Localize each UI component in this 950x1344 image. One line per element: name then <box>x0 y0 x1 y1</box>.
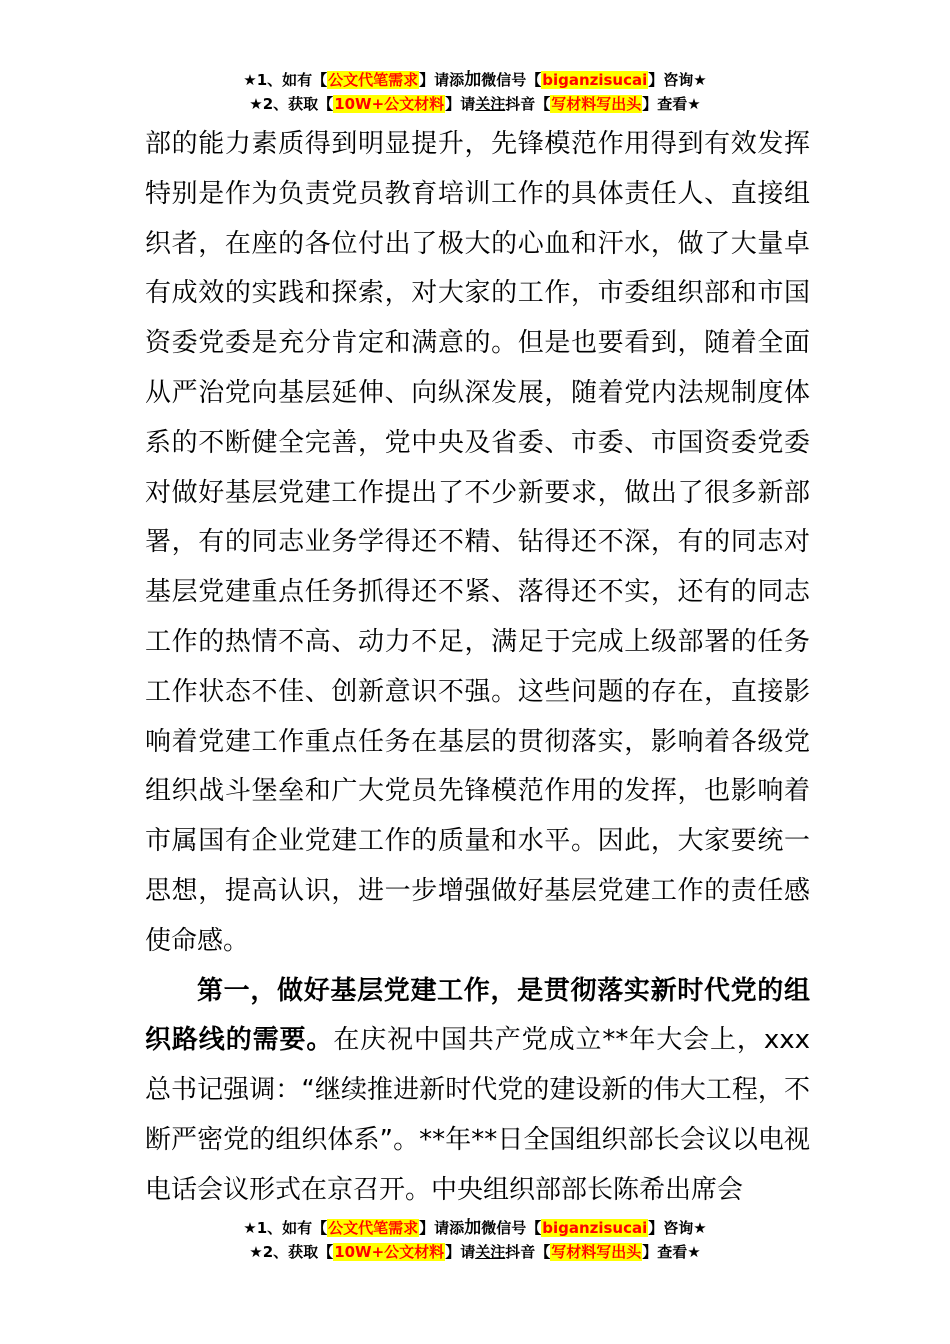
banner-emphasis: 关注 <box>475 1243 506 1261</box>
paragraph-text: 在庆祝中国共产党成立**年大会上，xxx总书记强调：“继续推进新时代党的建设新的伟大工程，不断严密党的组织体系”。**年**日全国组织部长会议以电视电话会议形式在京召开。中央组织部部长陈希出席会 <box>145 1025 810 1205</box>
banner-text: 】查看★ <box>642 95 701 113</box>
banner-text: 微信号【 <box>481 1219 542 1237</box>
paragraph <box>145 967 810 1216</box>
highlight-text: 公文代笔需求 <box>328 1219 419 1237</box>
banner-text: 抖音【 <box>505 95 551 113</box>
banner-line-2 <box>0 92 950 116</box>
banner-text: 】请添 <box>419 71 465 89</box>
banner-line-1 <box>0 1216 950 1240</box>
footer-banner <box>0 1216 950 1264</box>
banner-text: 】请添 <box>419 1219 465 1237</box>
highlight-text: 10W+公文材料 <box>334 1243 445 1261</box>
banner-emphasis: 加 <box>464 1218 482 1238</box>
banner-text: ★1、如有【 <box>243 1219 328 1237</box>
banner-text: 微信号【 <box>481 71 542 89</box>
banner-emphasis: 加 <box>464 70 482 90</box>
banner-text: 】查看★ <box>642 1243 701 1261</box>
banner-emphasis: 关注 <box>475 95 506 113</box>
banner-text: 】请 <box>445 1243 476 1261</box>
banner-line-2 <box>0 1240 950 1264</box>
banner-text: 】咨询★ <box>648 71 707 89</box>
banner-text: 抖音【 <box>505 1243 551 1261</box>
banner-text: ★2、获取【 <box>249 95 334 113</box>
paragraph: 部的能力素质得到明显提升，先锋模范作用得到有效发挥特别是作为负责党员教育培训工作的具体责任人、直接组织者，在座的各位付出了极大的心血和汗水，做了大量卓有成效的实践和探索，对大家的工作，市委组织部和市国资委党委是充分肯定和满意的。但是也要看到，随着全面从严治党向基层延伸、向纵深发展，随着党内法规制度体系的不断健全完善，党中央及省委、市委、市国资委党委对做好基层党建工作提出了不少新要求，做出了很多新部署，有的同志业务学得还不精、钻得还不深，有的同志对基层党建重点任务抓得还不紧、落得还不实，还有的同志工作的热情不高、动力不足，满足于完成上级部署的任务工作状态不佳、创新意识不强。这些问题的存在，直接影响着党建工作重点任务在基层的贯彻落实，影响着各级党组织战斗堡垒和广大党员先锋模范作用的发挥，也影响着市属国有企业党建工作的质量和水平。因此，大家要统一思想，提高认识，进一步增强做好基层党建工作的责任感使命感。 <box>145 129 810 956</box>
banner-text: ★1、如有【 <box>243 71 328 89</box>
section-heading: 第一，做好基层党建工作，是贯彻落实新时代党的组织路线的需要。 <box>145 975 810 1056</box>
document-body <box>145 120 810 1216</box>
banner-text: 】咨询★ <box>648 1219 707 1237</box>
douyin-account: 写材料写出头 <box>551 95 642 113</box>
wechat-id: biganzisucai <box>542 1219 648 1237</box>
highlight-text: 10W+公文材料 <box>334 95 445 113</box>
header-banner <box>0 68 950 116</box>
banner-line-1 <box>0 68 950 92</box>
douyin-account: 写材料写出头 <box>551 1243 642 1261</box>
highlight-text: 公文代笔需求 <box>328 71 419 89</box>
banner-text: ★2、获取【 <box>249 1243 334 1261</box>
banner-text: 】请 <box>445 95 476 113</box>
wechat-id: biganzisucai <box>542 71 648 89</box>
